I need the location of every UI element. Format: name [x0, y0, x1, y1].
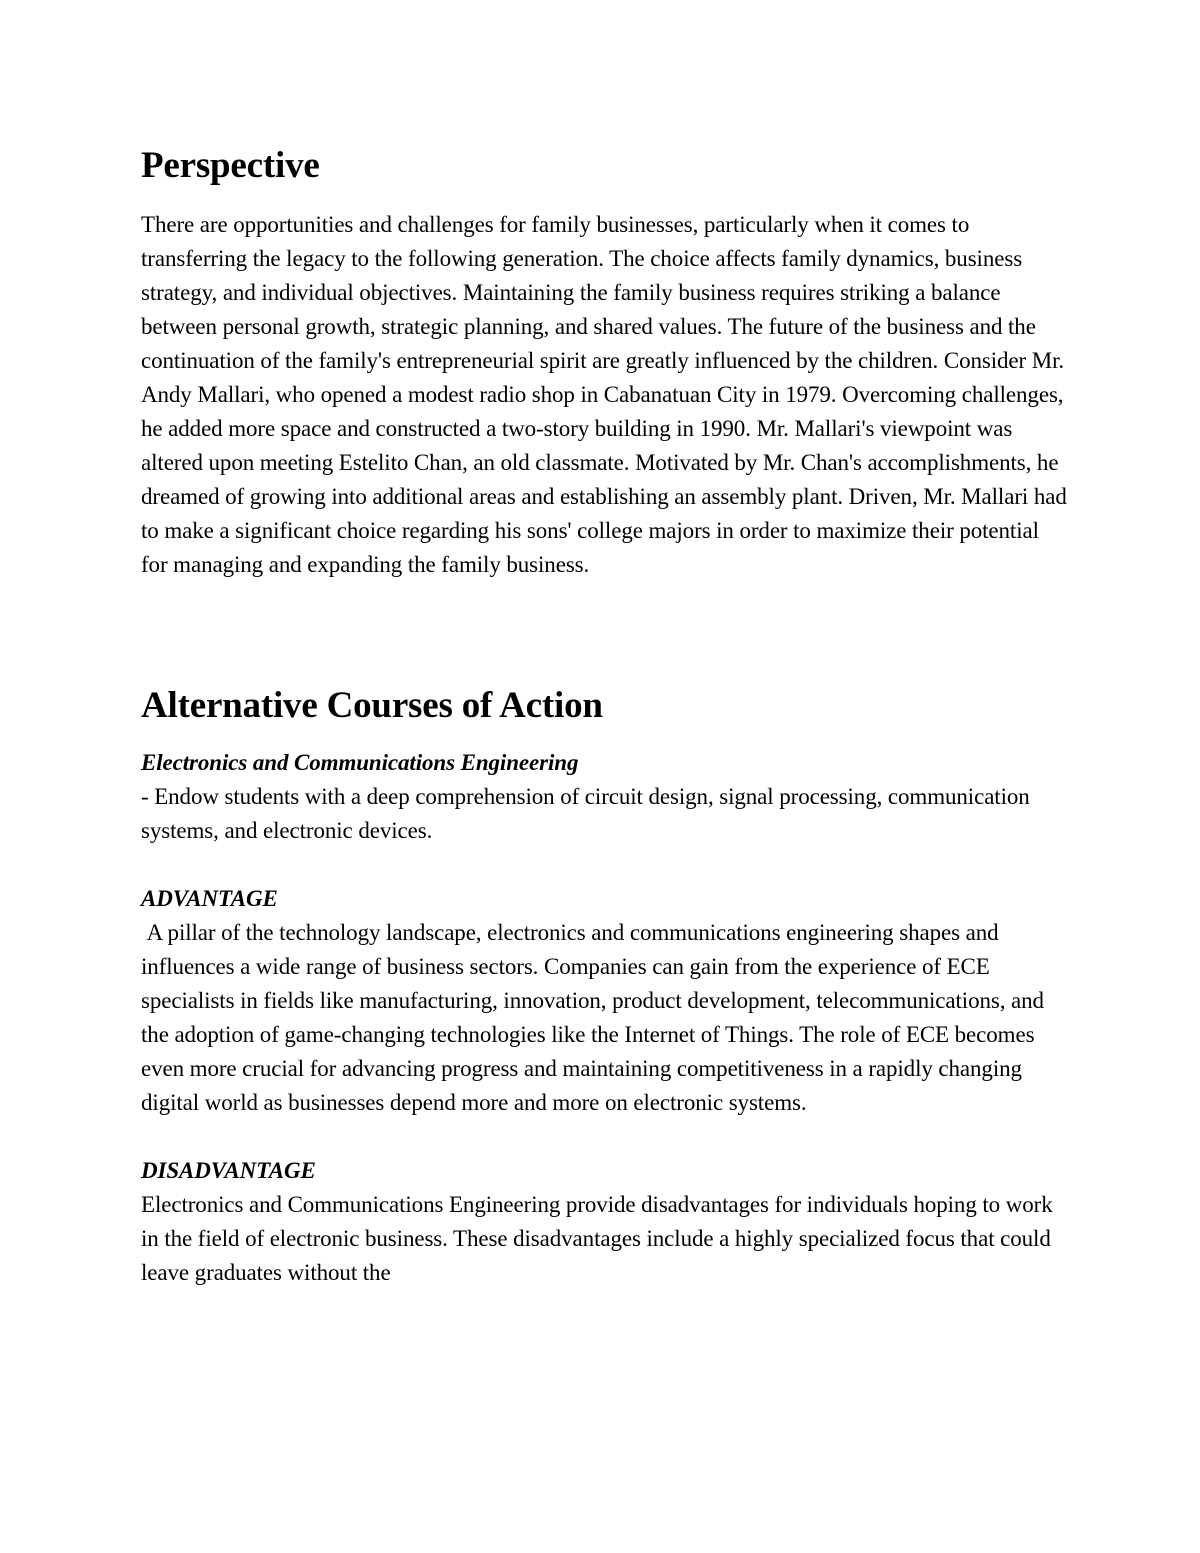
perspective-paragraph: There are opportunities and challenges for family businesses, particularly when it comes to transferring the legacy to the following generation. The choice affects family dynamics, business strategy, and individual objectives. Maintaining the family business requires striking a balance between personal growth, strategic planning, and shared values. The future of the business and the continuation of the family's entrepreneurial spirit are greatly influenced by the children. Consider Mr. Andy Mallari, who opened a modest radio shop in Cabanatuan City in 1979. Overcoming challenges, he added more space and constructed a two-story building in 1990. Mr. Mallari's viewpoint was altered upon meeting Estelito Chan, an old classmate. Motivated by Mr. Chan's accomplishments, he dreamed of growing into additional areas and establishing an assembly plant. Driven, Mr. Mallari had to make a significant choice regarding his sons' college majors in order to maximize their potential for managing and expanding the family business. — [141, 212, 1067, 577]
disadvantage-label: DISADVANTAGE — [141, 1158, 316, 1183]
alternative-courses-heading: Alternative Courses of Action — [141, 685, 603, 726]
spacer — [141, 1120, 1071, 1154]
spacer — [141, 848, 1071, 882]
option-title-ece: Electronics and Communications Engineering — [141, 750, 579, 775]
disadvantage-paragraph: Electronics and Communications Engineering provide disadvantages for individuals hoping to work in the field of electronic business. These disadvantages include a highly specialized focus that could leave graduates without the — [141, 1192, 1053, 1285]
advantage-label: ADVANTAGE — [141, 886, 278, 911]
document-content — [141, 140, 1071, 1290]
advantage-paragraph: A pillar of the technology landscape, electronics and communications engineering shapes and influences a wide range of business sectors. Companies can gain from the experience of ECE specialists in fields like manufacturing, innovation, product development, telecommunications, and the adoption of game-changing technologies like the Internet of Things. The role of ECE becomes even more crucial for advancing progress and maintaining competitiveness in a rapidly changing digital world as businesses depend more and more on electronic systems. — [141, 920, 1044, 1115]
option-description: - Endow students with a deep comprehension of circuit design, signal processing, communication systems, and electronic devices. — [141, 784, 1030, 843]
perspective-heading: Perspective — [141, 145, 320, 186]
